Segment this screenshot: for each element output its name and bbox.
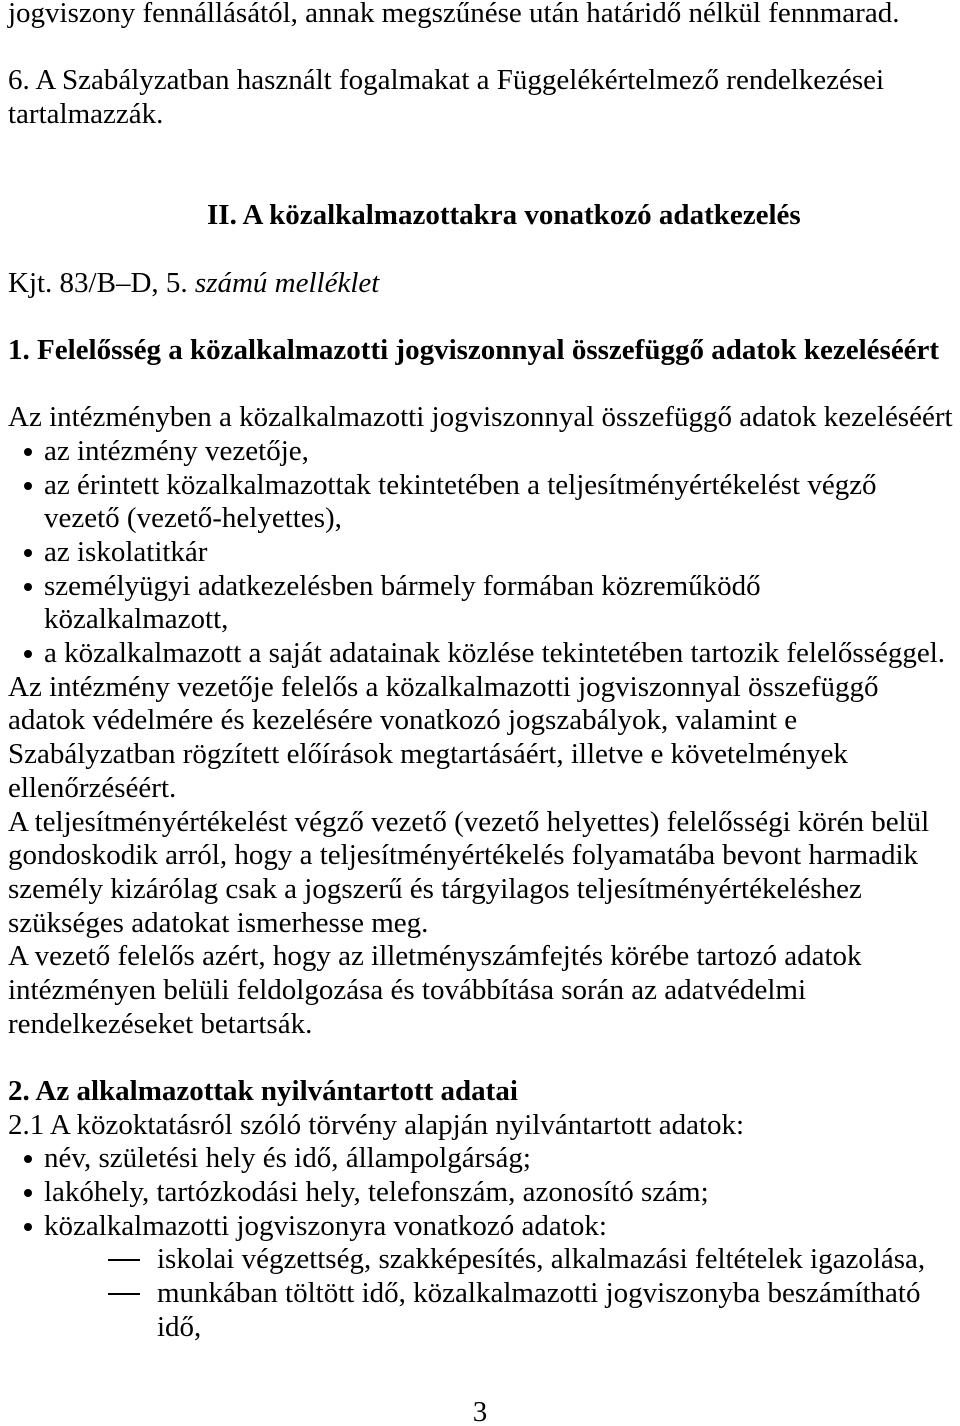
- list-item: az iskolatitkár: [0, 536, 960, 570]
- responsible-parties-list: [0, 435, 960, 671]
- recorded-data-list: [0, 1142, 960, 1344]
- section-1-intro: Az intézményben a közalkalmazotti jogviszonnyal összefüggő adatok kezeléséért: [8, 401, 953, 434]
- paragraph-line: adatok védelmére és kezelésére vonatkozó jogszabályok, valamint e: [8, 704, 798, 737]
- point-6-paragraph: [0, 64, 960, 131]
- legal-reference: [0, 267, 960, 301]
- blank-line: [0, 300, 960, 334]
- blank-line: [0, 1041, 960, 1075]
- paragraph-line: ellenőrzéséért.: [8, 771, 177, 804]
- list-item-continuation: vezető (vezető-helyettes),: [44, 502, 342, 535]
- list-item: lakóhely, tartózkodási hely, telefonszám, azonosító szám;: [0, 1176, 960, 1210]
- paragraph-line: szükséges adatokat ismerhesse meg.: [8, 906, 429, 939]
- page-number: 3: [472, 1396, 488, 1426]
- list-item: az intézmény vezetője,: [0, 435, 960, 469]
- legal-reference-italic: számú melléklet: [194, 266, 380, 299]
- blank-line: [0, 233, 960, 267]
- section-2: [0, 1075, 960, 1345]
- section-1: [0, 334, 960, 1041]
- paragraph-line: rendelkezéseket betartsák.: [8, 1007, 313, 1040]
- section-2-heading: 2. Az alkalmazottak nyilvántartott adatai: [8, 1075, 518, 1107]
- sub-list-item-continuation: idő,: [157, 1310, 202, 1343]
- list-item-continuation: közalkalmazott,: [44, 603, 229, 636]
- list-item: az érintett közalkalmazottak tekintetében a teljesítményértékelést végző: [0, 469, 960, 503]
- chapter-title: II. A közalkalmazottakra vonatkozó adatkezelés: [207, 199, 801, 232]
- paragraph: [0, 940, 960, 1041]
- carryover-line: jogviszony fennállásától, annak megszűnése után határidő nélkül fennmarad.: [8, 0, 900, 29]
- sub-list-item: iskolai végzettség, szakképesítés, alkalmazási feltételek igazolása,: [0, 1243, 960, 1277]
- sub-list-item: munkában töltött idő, közalkalmazotti jogviszonyba beszámítható: [0, 1277, 960, 1311]
- section-2-subheading: 2.1 A közoktatásról szóló törvény alapján nyilvántartott adatok:: [8, 1108, 745, 1141]
- blank-line: [0, 132, 960, 166]
- paragraph-line: személy kizárólag csak a jogszerű és tárgyilagos teljesítményértékeléshez: [8, 872, 862, 905]
- paragraph-line: A vezető felelős azért, hogy az illetményszámfejtés körébe tartozó adatok: [8, 940, 862, 973]
- paragraph-line: A teljesítményértékelést végző vezető (vezető helyettes) felelősségi körén belül: [8, 805, 930, 838]
- sub-list: [0, 1243, 960, 1344]
- list-item: személyügyi adatkezelésben bármely formában közreműködő: [0, 570, 960, 604]
- blank-line: [0, 31, 960, 65]
- legal-reference-text: Kjt. 83/B–D, 5.: [8, 266, 195, 299]
- paragraph: [0, 806, 960, 941]
- section-1-heading: 1. Felelősség a közalkalmazotti jogviszonnyal összefüggő adatok kezeléséért: [8, 333, 940, 366]
- paragraph-line: 6. A Szabályzatban használt fogalmakat a Függelékértelmező rendelkezései: [8, 64, 885, 97]
- paragraph-line: gondoskodik arról, hogy a teljesítményértékelés folyamatába bevont harmadik: [8, 839, 919, 872]
- paragraph-line: Az intézmény vezetője felelős a közalkalmazotti jogviszonnyal összefüggő: [8, 670, 879, 703]
- list-item: a közalkalmazott a saját adatainak közlése tekintetében tartozik felelősséggel.: [0, 637, 960, 671]
- blank-line: [0, 165, 960, 199]
- blank-line: [0, 368, 960, 402]
- list-item: közalkalmazotti jogviszonyra vonatkozó adatok:: [0, 1210, 960, 1244]
- paragraph-line: intézményen belüli feldolgozása és továbbítása során az adatvédelmi: [8, 973, 806, 1006]
- paragraph-line: tartalmazzák.: [8, 98, 164, 131]
- list-item: név, születési hely és idő, állampolgárság;: [0, 1142, 960, 1176]
- paragraph-line: Szabályzatban rögzített előírások megtartásáért, illetve e követelmények: [8, 738, 848, 771]
- paragraph: [0, 671, 960, 806]
